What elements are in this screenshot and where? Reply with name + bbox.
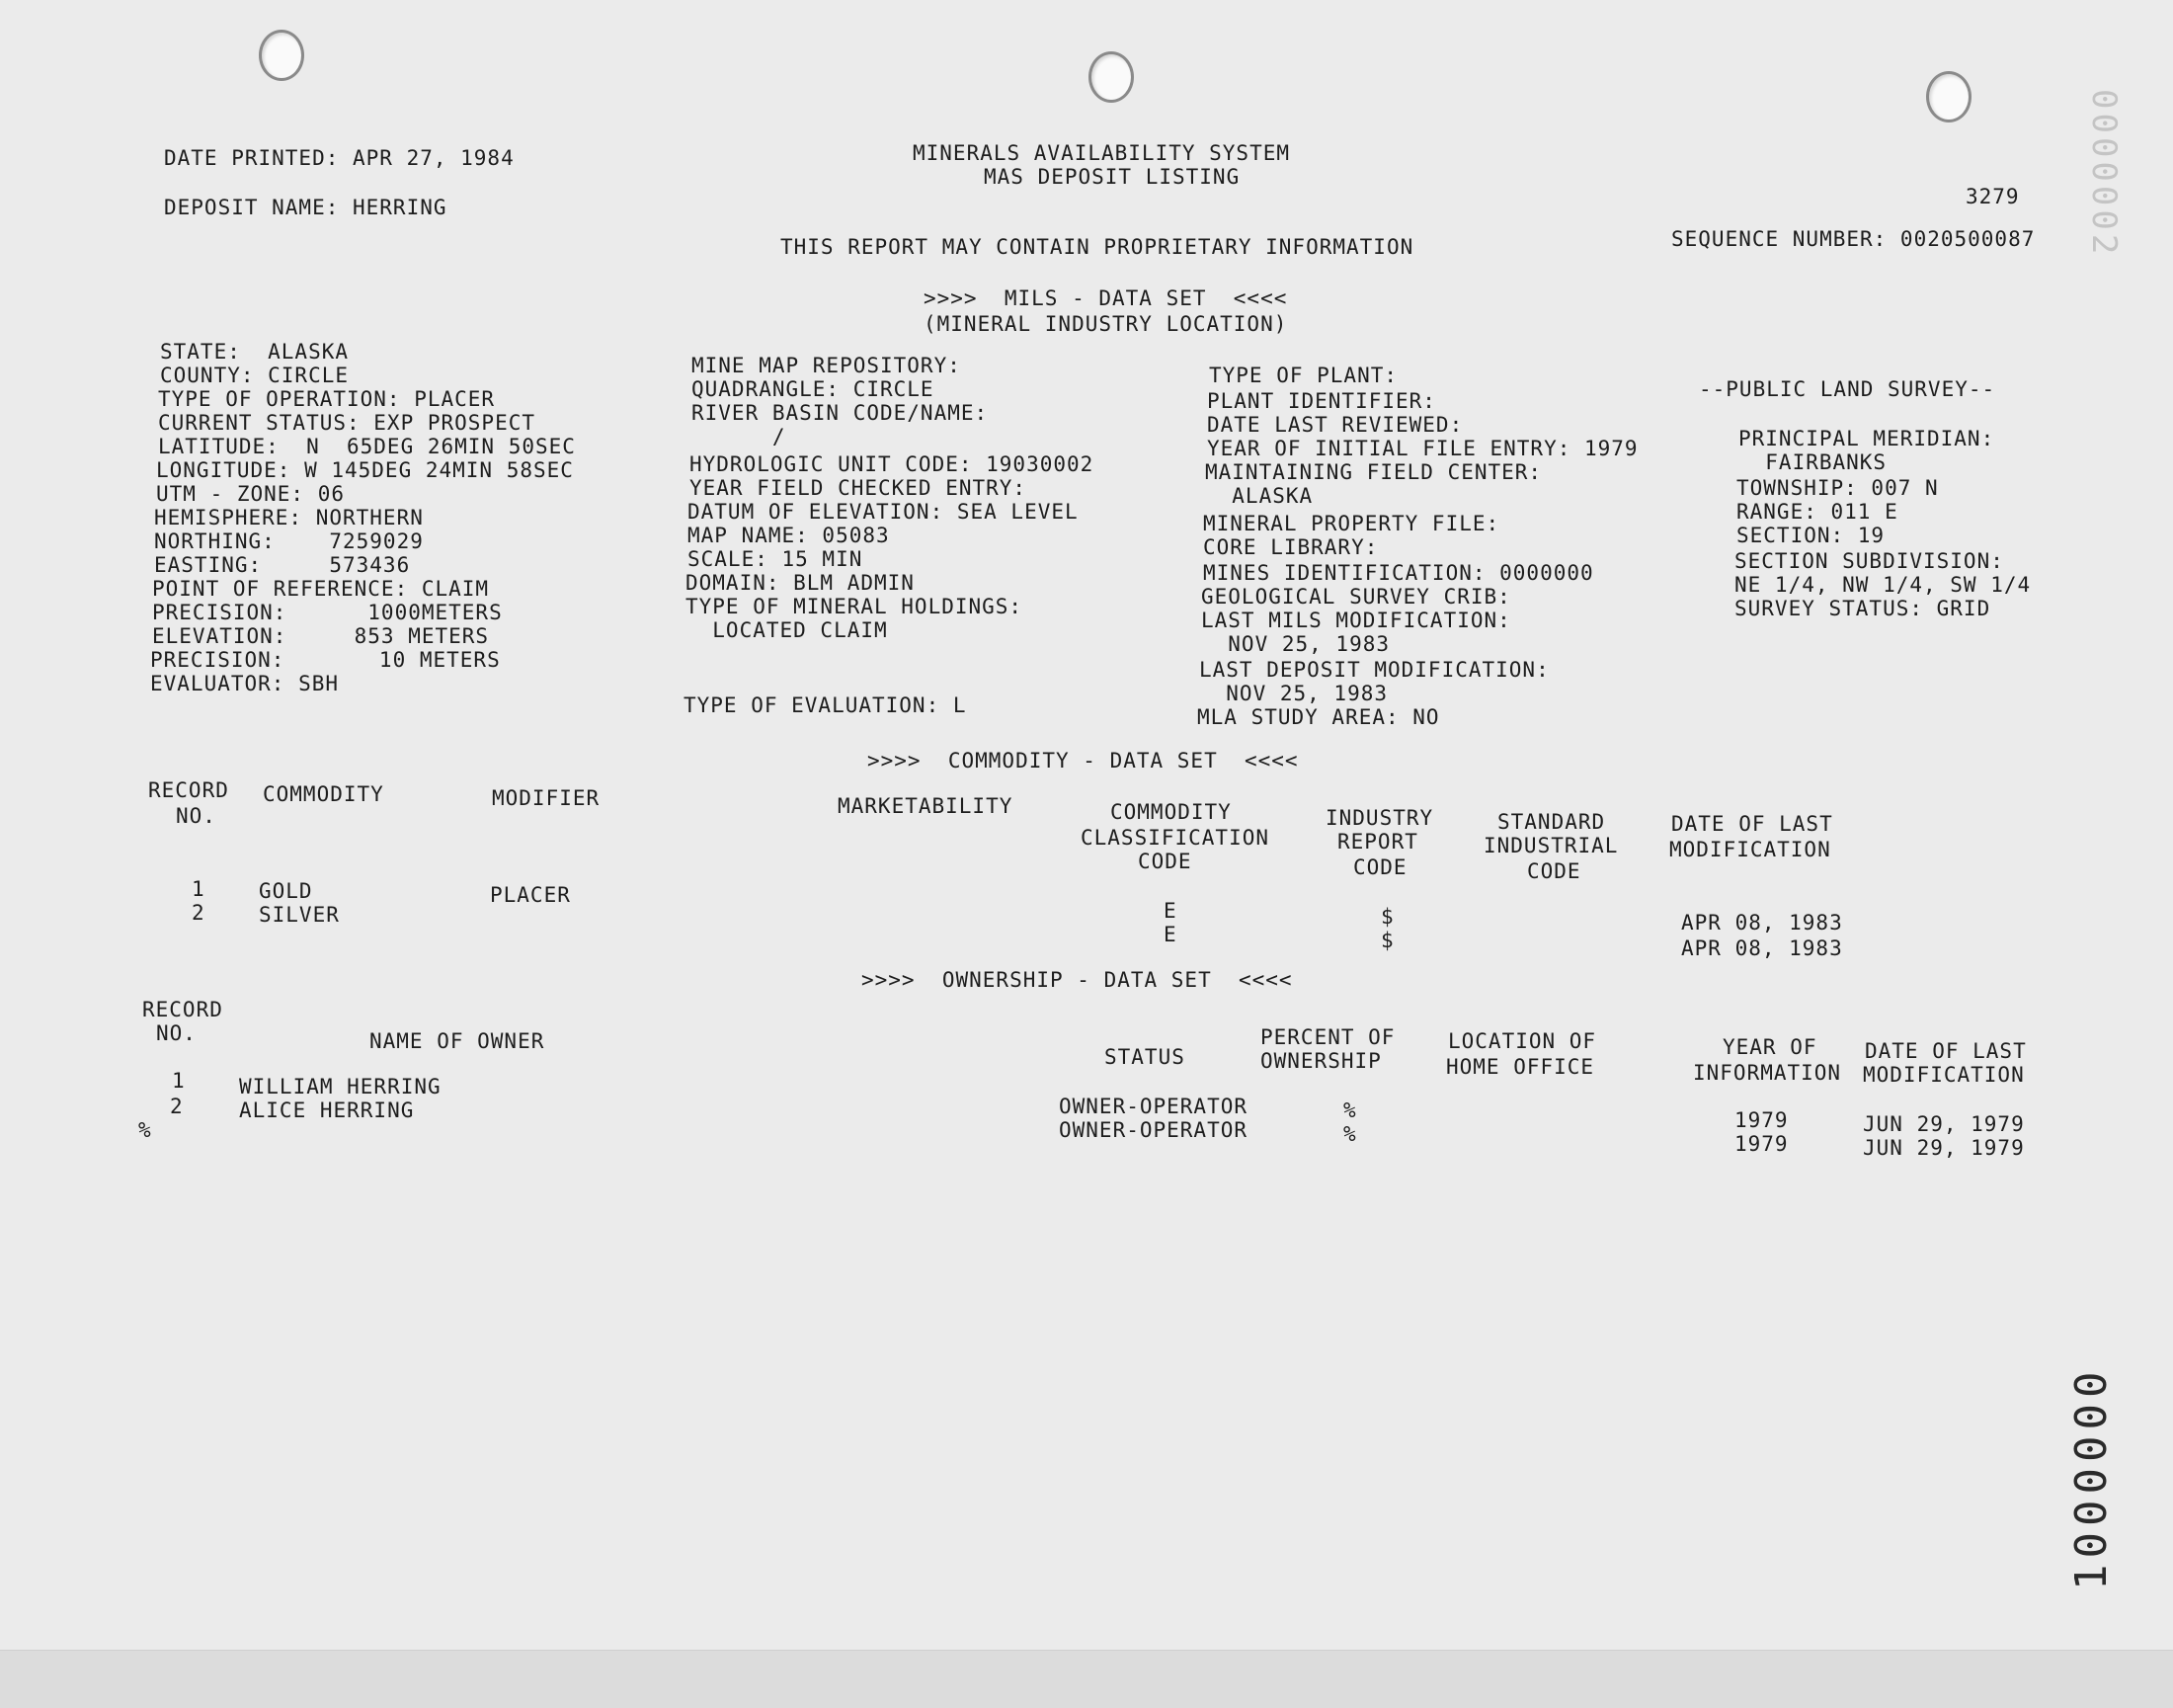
proprietary-notice: THIS REPORT MAY CONTAIN PROPRIETARY INFORMATION [780,235,1414,259]
mils-field: MINERAL PROPERTY FILE: [1203,512,1500,535]
sequence-number: SEQUENCE NUMBER: 0020500087 [1671,227,2036,251]
mils-field: LOCATED CLAIM [685,618,888,642]
mils-field: TYPE OF MINERAL HOLDINGS: [685,595,1023,618]
mils-heading: >>>> MILS - DATA SET <<<< [924,286,1288,310]
column-header: INDUSTRY [1326,806,1434,830]
mils-field: TYPE OF PLANT: [1209,364,1399,387]
column-header: STANDARD [1497,810,1606,834]
mils-field: YEAR FIELD CHECKED ENTRY: [689,476,1027,500]
column-header: MODIFIER [492,786,601,810]
record-number: 2 [170,1095,184,1118]
mils-field: HEMISPHERE: NORTHERN [154,506,424,529]
column-header: MODIFICATION [1863,1063,2025,1087]
modification-date: JUN 29, 1979 [1863,1112,2025,1136]
column-header: PERCENT OF [1260,1025,1396,1049]
public-land-survey-heading: --PUBLIC LAND SURVEY-- [1699,377,1996,401]
ownership-percent: % [1343,1098,1357,1122]
commodity-modifier: PLACER [490,883,571,907]
modification-date: APR 08, 1983 [1681,911,1843,935]
mils-field: LONGITUDE: W 145DEG 24MIN 58SEC [156,458,574,482]
mils-field: RIVER BASIN CODE/NAME: [691,401,989,425]
mils-subheading: (MINERAL INDUSTRY LOCATION) [924,312,1288,336]
mils-field: MAP NAME: 05083 [687,524,890,547]
end-marker: % [138,1118,152,1142]
survey-field: RANGE: 011 E [1736,500,1898,524]
column-header: OWNERSHIP [1260,1049,1382,1073]
column-header: INFORMATION [1693,1061,1842,1085]
mils-field: MINE MAP REPOSITORY: [691,354,961,377]
owner-name: ALICE HERRING [239,1098,415,1122]
column-header: DATE OF LAST [1671,812,1833,836]
column-header: YEAR OF [1723,1035,1817,1059]
column-header: COMMODITY [263,782,384,806]
owner-status: OWNER-OPERATOR [1059,1095,1248,1118]
year-of-information: 1979 [1734,1132,1789,1156]
industry-code: $ [1381,905,1395,929]
margin-code-bottom: 1000000 [2066,1365,2117,1590]
column-header: HOME OFFICE [1446,1055,1595,1079]
commodity-heading: >>>> COMMODITY - DATA SET <<<< [867,749,1299,773]
mils-field: TYPE OF OPERATION: PLACER [158,387,496,411]
industry-code: $ [1381,929,1395,952]
column-header: MODIFICATION [1669,838,1831,861]
mils-field: NOV 25, 1983 [1201,632,1391,656]
margin-code-top: 0000002 [2084,89,2124,259]
system-title: MINERALS AVAILABILITY SYSTEM [913,141,1291,165]
date-printed: DATE PRINTED: APR 27, 1984 [164,146,515,170]
listing-title: MAS DEPOSIT LISTING [984,165,1241,189]
column-header: RECORD [148,778,229,802]
mils-field: LATITUDE: N 65DEG 26MIN 50SEC [158,435,576,458]
commodity-name: GOLD [259,879,313,903]
column-header: REPORT [1337,830,1418,854]
survey-field: FAIRBANKS [1738,450,1888,474]
column-header: DATE OF LAST [1865,1039,2027,1063]
mils-field: STATE: ALASKA [160,340,350,364]
mils-field: EVALUATOR: SBH [150,672,340,695]
ownership-heading: >>>> OWNERSHIP - DATA SET <<<< [861,968,1293,992]
commodity-name: SILVER [259,903,340,927]
page-number: 3279 [1966,185,2020,208]
column-header: CODE [1138,850,1192,873]
deposit-name: DEPOSIT NAME: HERRING [164,196,447,219]
record-number: 2 [192,901,205,925]
survey-field: SECTION SUBDIVISION: [1734,549,2004,573]
column-header: CODE [1527,859,1581,883]
mils-field: LAST DEPOSIT MODIFICATION: [1199,658,1550,682]
mils-field: HYDROLOGIC UNIT CODE: 19030002 [689,452,1094,476]
modification-date: APR 08, 1983 [1681,936,1843,960]
survey-field: NE 1/4, NW 1/4, SW 1/4 [1734,573,2032,597]
mils-field: DATE LAST REVIEWED: [1207,413,1464,437]
mils-field: MINES IDENTIFICATION: 0000000 [1203,561,1594,585]
owner-name: WILLIAM HERRING [239,1075,442,1098]
column-header: CODE [1353,855,1408,879]
modification-date: JUN 29, 1979 [1863,1136,2025,1160]
mils-field: CORE LIBRARY: [1203,535,1379,559]
column-header: INDUSTRIAL [1484,834,1619,857]
survey-field: SECTION: 19 [1736,524,1886,547]
mils-field: GEOLOGICAL SURVEY CRIB: [1201,585,1511,609]
mils-field: PLANT IDENTIFIER: [1207,389,1436,413]
survey-field: TOWNSHIP: 007 N [1736,476,1939,500]
mils-field: CURRENT STATUS: EXP PROSPECT [158,411,536,435]
mils-field: MAINTAINING FIELD CENTER: [1205,460,1543,484]
mils-field: ELEVATION: 853 METERS [152,624,490,648]
mils-field: MLA STUDY AREA: NO [1197,705,1440,729]
classification-code: E [1164,899,1177,923]
column-header: CLASSIFICATION [1081,826,1270,850]
mils-field: DATUM OF ELEVATION: SEA LEVEL [687,500,1079,524]
column-header: NO. [156,1021,197,1045]
column-header: COMMODITY [1110,800,1232,824]
column-header: RECORD [142,998,223,1021]
mils-field: ALASKA [1205,484,1314,508]
record-number: 1 [172,1069,186,1093]
mils-field: POINT OF REFERENCE: CLAIM [152,577,490,601]
mils-field: COUNTY: CIRCLE [160,364,350,387]
owner-status: OWNER-OPERATOR [1059,1118,1248,1142]
year-of-information: 1979 [1734,1108,1789,1132]
page-bottom-edge [0,1650,2173,1708]
column-header: STATUS [1104,1045,1185,1069]
mils-field: LAST MILS MODIFICATION: [1201,609,1511,632]
column-header: LOCATION OF [1448,1029,1597,1053]
mils-field: NORTHING: 7259029 [154,529,424,553]
type-of-evaluation: TYPE OF EVALUATION: L [684,693,967,717]
mils-field: UTM - ZONE: 06 [156,482,346,506]
mils-field: YEAR OF INITIAL FILE ENTRY: 1979 [1207,437,1639,460]
punch-hole [1926,71,1972,122]
mils-field: PRECISION: 10 METERS [150,648,501,672]
column-header: NO. [176,804,216,828]
mils-field: / [691,425,786,448]
mils-field: SCALE: 15 MIN [687,547,863,571]
punch-hole [259,30,304,81]
column-header: MARKETABILITY [838,794,1013,818]
mils-field: PRECISION: 1000METERS [152,601,503,624]
survey-field: PRINCIPAL MERIDIAN: [1738,427,1995,450]
classification-code: E [1164,923,1177,946]
mils-field: DOMAIN: BLM ADMIN [685,571,915,595]
punch-hole [1088,51,1134,103]
mils-field: EASTING: 573436 [154,553,411,577]
mils-field: NOV 25, 1983 [1199,682,1389,705]
ownership-percent: % [1343,1122,1357,1146]
mils-field: QUADRANGLE: CIRCLE [691,377,934,401]
survey-field: SURVEY STATUS: GRID [1734,597,1991,620]
record-number: 1 [192,877,205,901]
column-header: NAME OF OWNER [369,1029,545,1053]
